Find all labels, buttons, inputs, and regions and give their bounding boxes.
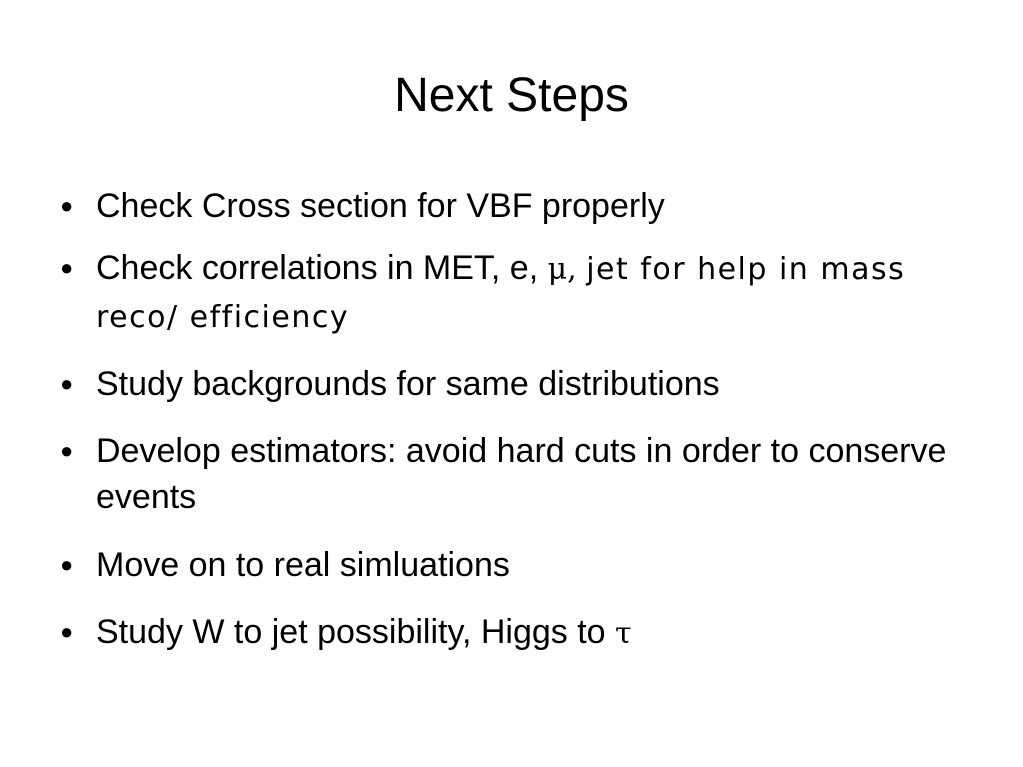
list-item bbox=[60, 609, 970, 657]
list-item bbox=[60, 245, 970, 341]
list-item-text: Develop estimators: avoid hard cuts in order to conserve events bbox=[96, 432, 947, 516]
list-item-text: Study backgrounds for same distributions bbox=[96, 365, 720, 403]
list-item-text bbox=[96, 245, 970, 341]
list-item-text: Move on to real simluations bbox=[96, 546, 510, 584]
bullet-icon: ● bbox=[60, 193, 74, 218]
bullet-icon: ● bbox=[60, 552, 74, 577]
mu-symbol: μ bbox=[547, 252, 568, 287]
list-item bbox=[60, 428, 970, 520]
list-item-text-part: jet for help in mass reco/ efficiency bbox=[96, 252, 906, 335]
list-item-text-part: Study W to jet possibility, Higgs to bbox=[96, 613, 616, 651]
tau-symbol: τ bbox=[615, 616, 632, 651]
slide-title: Next Steps bbox=[394, 69, 629, 122]
list-item bbox=[60, 361, 970, 407]
list-item-text-part: Check correlations in MET, e, bbox=[96, 249, 548, 287]
list-item-text-part: , bbox=[567, 252, 587, 287]
bullet-icon: ● bbox=[60, 255, 74, 280]
bullet-icon: ● bbox=[60, 371, 74, 396]
list-item bbox=[60, 542, 970, 588]
list-item-text bbox=[96, 609, 970, 657]
list-item-text: Check Cross section for VBF properly bbox=[96, 187, 665, 225]
list-item bbox=[60, 183, 970, 229]
bullet-icon: ● bbox=[60, 438, 74, 463]
bullet-icon: ● bbox=[60, 619, 74, 644]
